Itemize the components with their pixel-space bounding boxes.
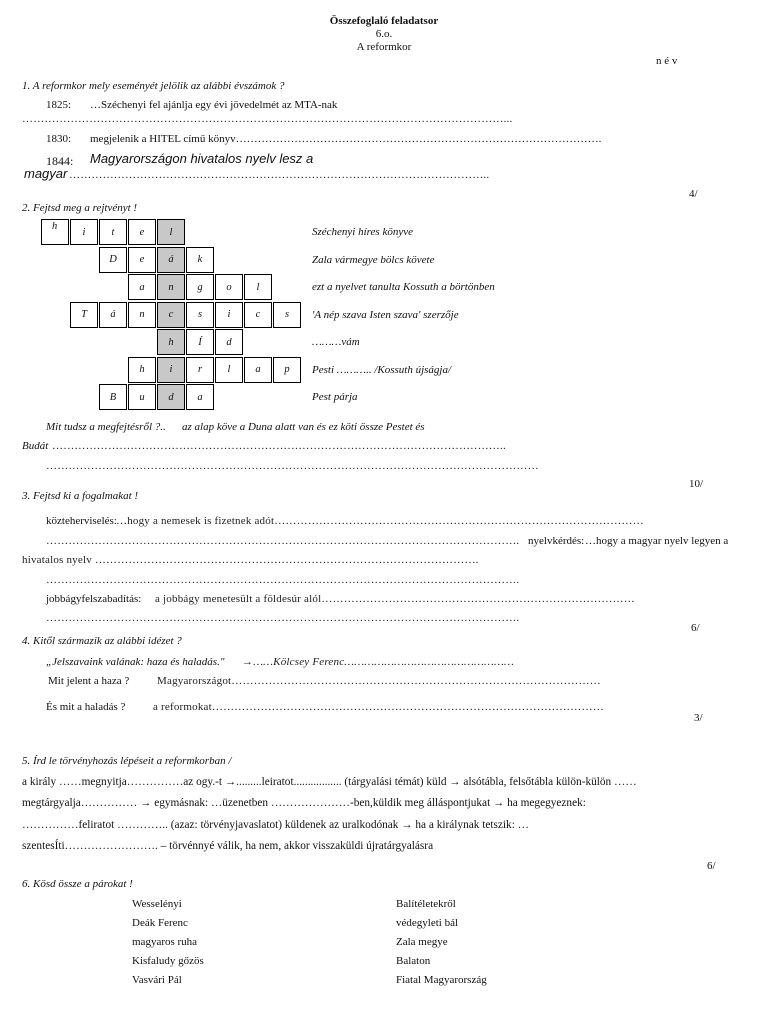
crossword-cell[interactable]: i bbox=[157, 357, 185, 383]
q6-right-item: Balaton bbox=[396, 955, 431, 967]
crossword-cell[interactable]: r bbox=[186, 357, 214, 383]
crossword-cell[interactable]: i bbox=[215, 302, 243, 328]
q4-quote: „Jelszavaink valának: haza és haladás." bbox=[46, 656, 225, 668]
q3-dots-1: ………………………………………………………………………………………………………………. bbox=[46, 535, 520, 547]
q6-left-item: Wesselényi bbox=[132, 898, 182, 910]
q3-answer-kozteherviseles: …hogy a nemesek is fizetnek adót……………………………………………………………………………………… bbox=[116, 515, 644, 527]
crossword-cell[interactable]: p bbox=[273, 357, 301, 383]
question-3: 3. Fejtsd ki a fogalmakat ! bbox=[22, 490, 139, 502]
crossword-cell[interactable]: á bbox=[99, 302, 127, 328]
crossword-clue: Zala vármegye bölcs követe bbox=[312, 253, 435, 266]
crossword-cell[interactable]: l bbox=[215, 357, 243, 383]
q1-points: 4/ bbox=[689, 188, 698, 200]
crossword-cell[interactable]: B bbox=[99, 384, 127, 410]
crossword-cell[interactable]: n bbox=[128, 302, 156, 328]
q6-left-item: Deák Ferenc bbox=[132, 917, 188, 929]
crossword-clue: ezt a nyelvet tanulta Kossuth a börtönben bbox=[312, 281, 495, 293]
q2-solution-question: Mit tudsz a megfejtésről ?.. bbox=[46, 421, 166, 433]
crossword-cell[interactable]: a bbox=[186, 384, 214, 410]
crossword-cell[interactable]: c bbox=[157, 302, 185, 328]
crossword-cell[interactable]: h bbox=[128, 357, 156, 383]
q3-points: 6/ bbox=[691, 622, 700, 634]
q4-haza-answer: Magyarországot……………………………………………………………………………………… bbox=[157, 675, 601, 687]
name-label: n é v bbox=[656, 55, 678, 67]
q4-points: 3/ bbox=[694, 712, 703, 724]
q6-left-item: Vasvári Pál bbox=[132, 974, 182, 986]
q6-right-item: Balítéletekről bbox=[396, 898, 456, 910]
q3-term-jobbagyfelszabaditas: jobbágyfelszabadítás: bbox=[46, 593, 142, 605]
crossword-clue: Pest párja bbox=[312, 391, 358, 403]
q3-dots-2: ………………………………………………………………………………………………………………. bbox=[46, 574, 520, 586]
crossword-cell[interactable]: d bbox=[157, 384, 185, 410]
crossword-cell[interactable]: a bbox=[128, 274, 156, 300]
q2-solution-dots-2: …………………………………………………………………………………………………………………… bbox=[46, 460, 539, 472]
crossword-cell[interactable]: i bbox=[70, 219, 98, 245]
q1-dots-1844: ………………………………………………………………………………………………….. bbox=[69, 169, 490, 181]
crossword-cell[interactable]: s bbox=[273, 302, 301, 328]
q3-dots-3: ………………………………………………………………………………………………………………. bbox=[46, 612, 520, 624]
crossword-cell[interactable]: D bbox=[99, 247, 127, 273]
crossword-cell[interactable]: t bbox=[99, 219, 127, 245]
q2-solution-answer: az alap köve a Duna alatt van és ez köti össze Pestet és bbox=[182, 421, 425, 433]
q3-answer-jobbagyfelszabaditas: a jobbágy menetesült a földesúr alól………………………………………………………………………… bbox=[155, 593, 635, 605]
q1-answer-1830: megjelenik a HITEL című könyv………………………………………………………………………………………. bbox=[90, 133, 602, 145]
q3-answer-nyelvkerdes-cont: hivatalos nyelv …………………………………………………………………………………………. bbox=[22, 554, 479, 566]
crossword-cell[interactable]: á bbox=[157, 247, 185, 273]
crossword-cell[interactable]: h bbox=[41, 219, 69, 245]
q3-term-kozteherviseles: közteherviselés: bbox=[46, 515, 117, 527]
crossword-cell[interactable]: e bbox=[128, 247, 156, 273]
q5-line-1: a király ……megnyitja……………az ogy.-t →.........leiratot................. (tárgyalási témát) küld → alsótábla, felsőtábla külön-külön …… bbox=[22, 776, 637, 788]
crossword-cell[interactable]: a bbox=[244, 357, 272, 383]
crossword-clue: Pesti ……….. /Kossuth újságja/ bbox=[312, 363, 452, 376]
crossword-cell[interactable]: d bbox=[215, 329, 243, 355]
crossword-clue: ………vám bbox=[312, 336, 360, 348]
crossword-cell[interactable]: e bbox=[128, 219, 156, 245]
crossword-cell[interactable]: Í bbox=[186, 329, 214, 355]
q1-year-1825: 1825: bbox=[46, 99, 72, 111]
q5-points: 6/ bbox=[707, 860, 716, 872]
q5-line-2: megtárgyalja…………… → egymásnak: …üzenetben …………………-ben,küldik meg álláspontjukat → ha megegyeznek: bbox=[22, 797, 586, 809]
q6-left-item: magyaros ruha bbox=[132, 936, 198, 948]
q4-haza-label: Mit jelent a haza ? bbox=[48, 675, 130, 687]
question-5: 5. Írd le törvényhozás lépéseit a reformkorban / bbox=[22, 755, 232, 767]
q1-answer-1825: …Széchenyi fel ajánlja egy évi jövedelmét az MTA-nak bbox=[90, 99, 338, 111]
crossword-cell[interactable]: n bbox=[157, 274, 185, 300]
crossword-clue: Széchenyi híres könyve bbox=[312, 226, 413, 238]
q1-year-1830: 1830: bbox=[46, 133, 72, 145]
question-6: 6. Kösd össze a párokat ! bbox=[22, 878, 133, 890]
crossword-cell[interactable]: T bbox=[70, 302, 98, 328]
q3-term-nyelvkerdes: nyelvkérdés: bbox=[528, 535, 585, 547]
topic-label: A reformkor bbox=[356, 41, 412, 53]
q6-right-item: Fiatal Magyarország bbox=[396, 974, 487, 986]
crossword-cell[interactable]: h bbox=[157, 329, 185, 355]
crossword-cell[interactable]: c bbox=[244, 302, 272, 328]
q1-answer-1844: Magyarországon hivatalos nyelv lesz a bbox=[90, 151, 314, 166]
q6-left-item: Kisfaludy gőzös bbox=[132, 955, 204, 967]
crossword-cell[interactable]: l bbox=[157, 219, 185, 245]
question-1: 1. A reformkor mely eseményét jelölik az alábbi évszámok ? bbox=[22, 80, 285, 92]
question-2: 2. Fejtsd meg a rejtvényt ! bbox=[22, 202, 138, 214]
crossword-cell[interactable]: u bbox=[128, 384, 156, 410]
crossword-cell[interactable]: s bbox=[186, 302, 214, 328]
q1-year-1844: 1844: bbox=[46, 154, 74, 168]
grade-label: 6.o. bbox=[375, 28, 393, 40]
page-title: Összefoglaló feladatsor bbox=[329, 15, 439, 27]
q2-solution-answer-cont: Budát bbox=[22, 440, 49, 452]
q3-answer-nyelvkerdes: …hogy a magyar nyelv legyen a bbox=[585, 535, 729, 547]
q4-author-answer: →……Kölcsey Ferenc…………………………………………… bbox=[242, 656, 514, 668]
q5-line-3: ……………feliratot ………….. (azaz: törvényjavaslatot) küldenek az uralkodónak → ha a királynak tetszik: … bbox=[22, 819, 529, 831]
crossword-cell[interactable]: l bbox=[244, 274, 272, 300]
crossword-clue: 'A nép szava Isten szava' szerzője bbox=[312, 308, 459, 321]
q1-answer-1844-cont: magyar bbox=[24, 166, 68, 181]
q5-line-4: szentesÍti……………………. – törvénnyé válik, ha nem, akkor visszaküldi újratárgyalásra bbox=[22, 840, 434, 852]
q1-dots-1825: …………………………………………………………………………………………………………………... bbox=[22, 113, 513, 125]
crossword-cell[interactable]: o bbox=[215, 274, 243, 300]
q6-right-item: védegyleti bál bbox=[396, 917, 459, 929]
question-4: 4. Kitől származik az alábbi idézet ? bbox=[22, 635, 182, 647]
crossword-cell[interactable]: k bbox=[186, 247, 214, 273]
q6-right-item: Zala megye bbox=[396, 936, 448, 948]
crossword-cell[interactable]: g bbox=[186, 274, 214, 300]
q4-haladas-label: És mit a haladás ? bbox=[46, 701, 126, 713]
q2-points: 10/ bbox=[689, 478, 704, 490]
q4-haladas-answer: a reformokat…………………………………………………………………………………………… bbox=[153, 701, 604, 713]
q2-solution-dots-1: ………………………………………………………………………………………………………….. bbox=[52, 440, 506, 452]
